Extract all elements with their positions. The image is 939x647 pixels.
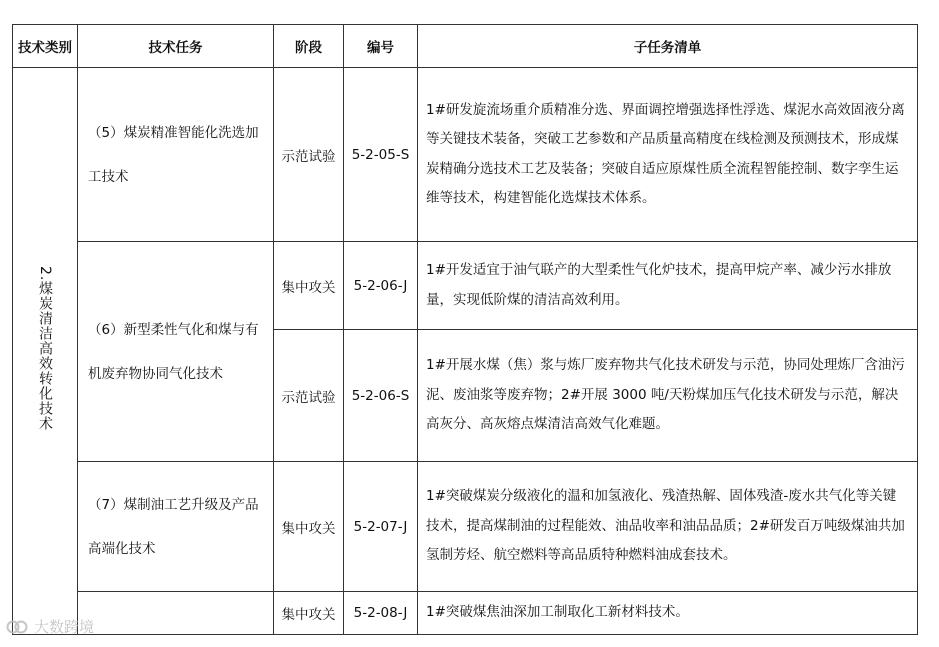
brand-logo-icon bbox=[6, 618, 28, 636]
stage-cell: 集中攻关 bbox=[274, 592, 344, 635]
table-row bbox=[13, 462, 918, 592]
tech-task-table bbox=[12, 24, 918, 635]
table-row bbox=[13, 68, 918, 242]
task-cell: （7）煤制油工艺升级及产品高端化技术 bbox=[78, 462, 274, 592]
watermark-text: 大数跨境 bbox=[34, 618, 95, 636]
subtasks-cell: 1#开发适宜于油气联产的大型柔性气化炉技术，提高甲烷产率、减少污水排放量，实现低阶煤的清洁高效利用。 bbox=[418, 242, 918, 330]
header-code: 编号 bbox=[344, 25, 418, 68]
code-cell: 5-2-07-J bbox=[344, 462, 418, 592]
code-cell: 5-2-08-J bbox=[344, 592, 418, 635]
header-stage: 阶段 bbox=[274, 25, 344, 68]
header-category: 技术类别 bbox=[13, 25, 78, 68]
header-subtasks: 子任务清单 bbox=[418, 25, 918, 68]
code-cell: 5-2-06-J bbox=[344, 242, 418, 330]
table-row bbox=[13, 242, 918, 330]
code-cell: 5-2-06-S bbox=[344, 330, 418, 462]
category-cell bbox=[13, 68, 78, 635]
table-header-row bbox=[13, 25, 918, 68]
subtasks-cell: 1#突破煤炭分级液化的温和加氢液化、残渣热解、固体残渣-废水共气化等关键技术，提高煤制油的过程能效、油品收率和油品品质；2#研发百万吨级煤油共加氢制芳烃、航空燃料等高品质特种燃料油成套技术。 bbox=[418, 462, 918, 592]
subtasks-cell: 1#开展水煤（焦）浆与炼厂废弃物共气化技术研发与示范，协同处理炼厂含油污泥、废油浆等废弃物；2#开展 3000 吨/天粉煤加压气化技术研发与示范，解决高灰分、高灰熔点煤清洁高效气化难题。 bbox=[418, 330, 918, 462]
stage-cell: 集中攻关 bbox=[274, 242, 344, 330]
header-task: 技术任务 bbox=[78, 25, 274, 68]
stage-cell: 示范试验 bbox=[274, 330, 344, 462]
task-cell: （6）新型柔性气化和煤与有机废弃物协同气化技术 bbox=[78, 242, 274, 462]
task-cell: （5）煤炭精准智能化洗选加工技术 bbox=[78, 68, 274, 242]
category-label: 2.煤炭清洁高效转化技术 bbox=[37, 266, 53, 432]
subtasks-cell: 1#研发旋流场重介质精准分选、界面调控增强选择性浮选、煤泥水高效固液分离等关键技术装备，突破工艺参数和产品质量高精度在线检测及预测技术，形成煤炭精确分选技术工艺及装备；突破自适应原煤性质全流程智能控制、数字孪生运维等技术，构建智能化选煤技术体系。 bbox=[418, 68, 918, 242]
watermark bbox=[6, 616, 94, 637]
stage-cell: 集中攻关 bbox=[274, 462, 344, 592]
table-row bbox=[13, 592, 918, 635]
stage-cell: 示范试验 bbox=[274, 68, 344, 242]
code-cell: 5-2-05-S bbox=[344, 68, 418, 242]
task-cell bbox=[78, 592, 274, 635]
subtasks-cell: 1#突破煤焦油深加工制取化工新材料技术。 bbox=[418, 592, 918, 635]
